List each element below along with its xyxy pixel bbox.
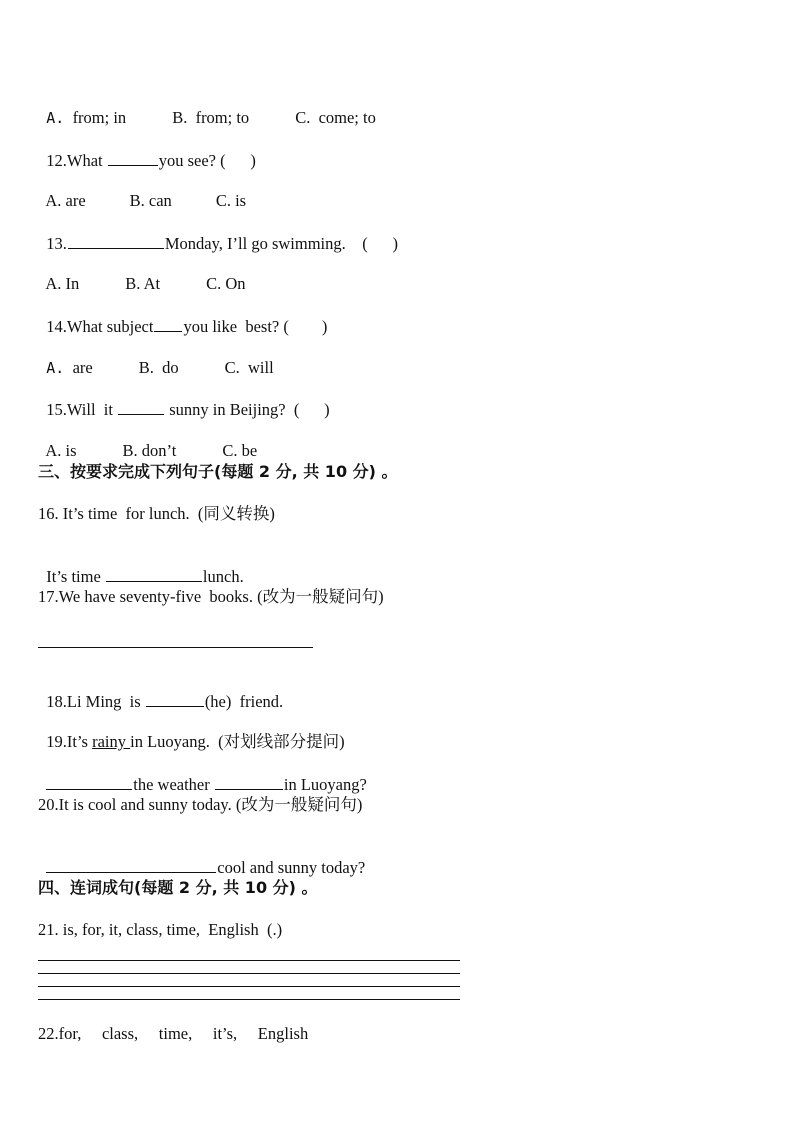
q12-options <box>38 171 246 211</box>
option-b: B. do <box>138 358 179 377</box>
question-22: 22.for, class, time, it’s, English <box>38 1024 309 1043</box>
question-14: 14.What subject you like best? ( ) <box>46 317 328 336</box>
question-19: 19.It’s rainy in Luoyang. (对划线部分提问) <box>46 732 345 751</box>
q14-options: A. are B. do C. will <box>46 358 274 377</box>
writing-line[interactable] <box>38 999 460 1000</box>
q20-answer-line: cool and sunny today? <box>38 837 365 878</box>
question-21: 21. is, for, it, class, time, English (.) <box>38 920 283 939</box>
option-b: B. can <box>129 191 172 210</box>
question-15: 15.Will it sunny in Beijing? ( ) <box>46 400 330 419</box>
option-c: C. will <box>224 358 274 377</box>
option-a: A. In <box>45 274 80 293</box>
question-16: 16. It’s time for lunch. (同义转换) <box>38 504 275 523</box>
option-c: C. come; to <box>295 108 376 127</box>
option-a: A. is <box>45 441 77 460</box>
answer-blank[interactable] <box>106 566 202 582</box>
q19-answer-line: the weather in Luoyang? <box>38 754 367 795</box>
question-17: 17.We have seventy-five books. (改为一般疑问句) <box>38 587 384 606</box>
answer-blank[interactable] <box>118 399 164 415</box>
writing-line[interactable] <box>38 960 460 961</box>
answer-blank[interactable] <box>215 774 283 790</box>
option-a: A. <box>46 109 65 127</box>
question-20: 20.It is cool and sunny today. (改为一般疑问句) <box>38 795 363 814</box>
q13-options <box>38 254 246 294</box>
writing-line[interactable] <box>38 986 460 987</box>
answer-blank[interactable] <box>146 691 204 707</box>
section-4-heading: 四、连词成句(每题 2 分, 共 10 分) 。 <box>38 878 318 897</box>
option-a: A. <box>46 359 65 377</box>
answer-blank[interactable] <box>154 316 182 332</box>
option-c: C. On <box>206 274 246 293</box>
q16-answer-line: It’s time lunch. <box>46 567 244 586</box>
option-b: B. At <box>125 274 161 293</box>
option-a-text: from; in <box>72 108 127 127</box>
option-c: C. is <box>215 191 247 210</box>
answer-line[interactable] <box>38 647 313 648</box>
option-b: B. don’t <box>122 441 177 460</box>
section-3-heading: 三、按要求完成下列句子(每题 2 分, 共 10 分) 。 <box>38 462 398 481</box>
option-c: C. be <box>222 441 258 460</box>
option-a: A. are <box>45 191 86 210</box>
question-18: 18.Li Ming is (he) friend. <box>46 692 284 711</box>
answer-blank[interactable] <box>46 857 216 873</box>
option-b: B. from; to <box>172 108 250 127</box>
answer-blank[interactable] <box>108 150 158 166</box>
question-13: 13. Monday, I’ll go swimming. ( ) <box>46 234 398 253</box>
question-12: 12.What you see? ( ) <box>46 151 256 170</box>
q11-options <box>38 88 376 128</box>
writing-line[interactable] <box>38 973 460 974</box>
underlined-word: rainy <box>92 732 131 751</box>
answer-blank[interactable] <box>46 774 132 790</box>
q15-options <box>38 421 257 461</box>
answer-blank[interactable] <box>68 233 164 249</box>
